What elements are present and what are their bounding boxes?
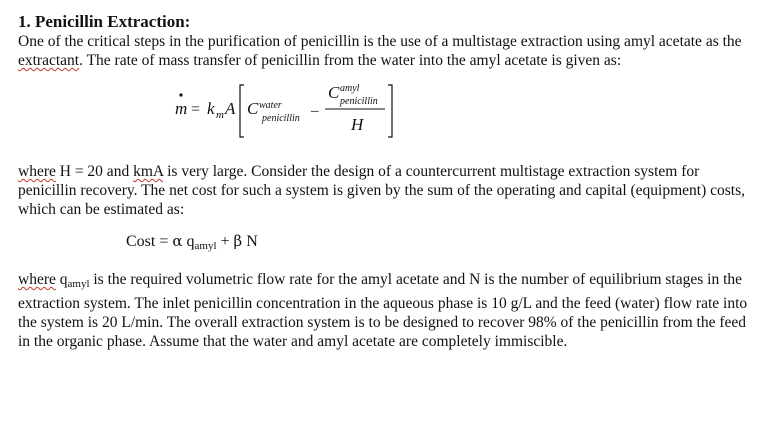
eq-c-amyl-sub: penicillin [340,96,378,107]
beta-symbol: β [233,232,243,250]
eq-c-amyl-sup: amyl [340,83,360,94]
eq-c-amyl: C [328,83,340,102]
left-bracket [240,85,244,137]
n-symbol: N [242,233,258,250]
document [18,12,753,351]
eq-minus: – [311,103,319,119]
q-amyl-subscript: amyl [67,278,90,290]
eq-c-water: C [247,99,259,118]
q-amyl-symbol: q [55,271,68,288]
intro-paragraph [18,32,753,70]
where-q-paragraph [18,270,753,351]
equation-graphic [18,74,438,148]
mass-transfer-equation [18,74,753,148]
where-word-flagged[interactable]: where [18,163,56,180]
design-text: is very large. Consider the design of a countercurrent multistage extraction system for penicillin recovery. The net cost for such a system is given by the sum of the operating and capital (equipment) costs, which can be estimated as: [18,163,746,218]
q-symbol: q [182,233,195,250]
spellcheck-flagged-word[interactable]: extractant [18,52,80,69]
eq-c-water-sub: penicillin [262,113,300,124]
problem-title: 1. Penicillin Extraction: [18,12,191,31]
plus-sign: + [216,233,234,250]
cost-label: Cost = [126,233,173,250]
overdot-mark [179,93,182,96]
cost-equation [126,231,753,256]
q-subscript: amyl [194,240,217,252]
eq-area: A [225,99,236,118]
intro-text-before: One of the critical steps in the purification of penicillin is the use of a multistage extraction using amyl acetate as the [18,33,742,50]
where-h-text: H = 20 and [55,163,134,180]
eq-denominator: H [351,115,364,134]
eq-c-water-sup: water [259,100,282,111]
where-word-flagged-2[interactable]: where [18,271,56,288]
eq-k-sub: m [216,109,224,121]
right-bracket [388,85,392,137]
eq-lhs: m [175,99,188,118]
intro-text-after: . The rate of mass transfer of penicillin from the water into the amyl acetate is given as: [79,52,622,69]
where-h-paragraph [18,162,753,219]
eq-k: k [207,99,215,118]
eq-equals: = [191,101,201,118]
description-text: is the required volumetric flow rate for the amyl acetate and N is the number of equilibrium stages in the extraction system. The inlet penicillin concentration in the aqueous phase is 10 g/L and the feed (water) flow rate into the system is 20 L/min. The overall extraction system is to be designed to recover 98% of the penicillin from the feed in the organic phase. Assume that the water and amyl acetate are completely immiscible. [18,271,748,350]
alpha-symbol: α [172,232,183,250]
kma-flagged[interactable]: kmA [133,163,164,180]
